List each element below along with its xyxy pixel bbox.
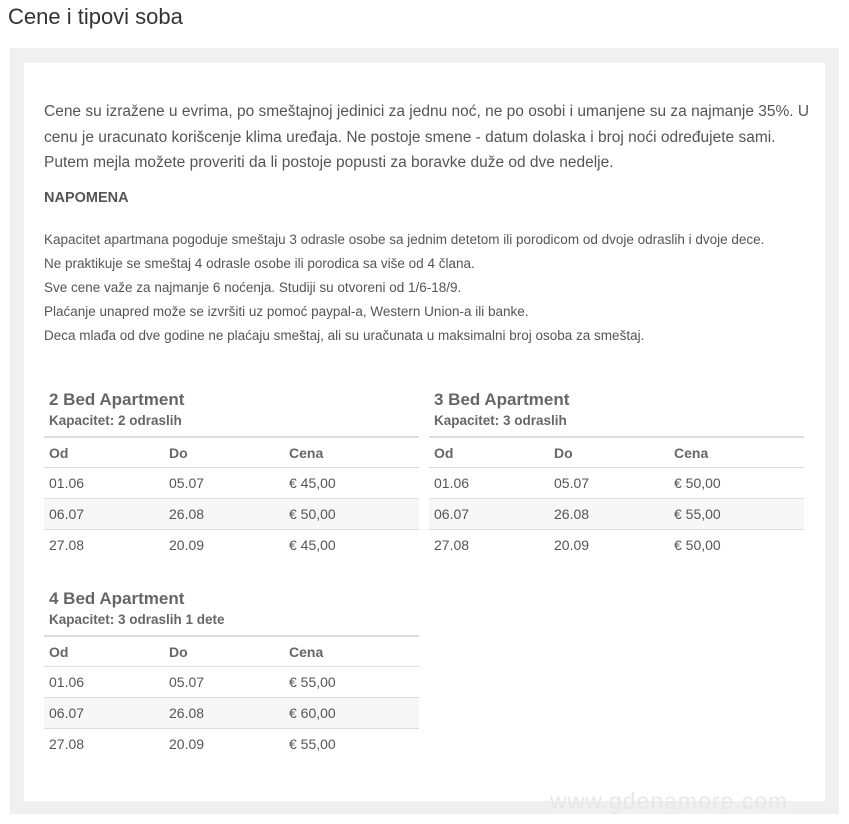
cell-from: 27.08 — [49, 537, 85, 553]
apartment-4bed — [44, 588, 419, 759]
page-title: Cene i tipovi soba — [8, 4, 183, 29]
table-row — [44, 667, 419, 698]
cell-price: € 45,00 — [284, 468, 419, 499]
column-header-to: Do — [549, 437, 669, 468]
apartment-2bed — [44, 389, 419, 560]
cell-price: € 60,00 — [284, 698, 419, 729]
cell-price: € 50,00 — [674, 537, 721, 553]
watermark: www.gdenamore.com — [550, 788, 789, 814]
cell-to: 05.07 — [549, 468, 669, 499]
column-header-to: Do — [164, 636, 284, 667]
apartment-title: 2 Bed Apartment — [49, 390, 185, 409]
apartment-capacity: Kapacitet: 3 odraslih 1 dete — [49, 612, 225, 627]
cell-to: 05.07 — [164, 667, 284, 698]
price-table — [44, 436, 419, 560]
note-line: Plaćanje unapred može se izvršiti uz pomoć paypal-a, Western Union-a ili banke. — [44, 304, 529, 319]
apartment-title: 4 Bed Apartment — [49, 589, 185, 608]
cell-from: 06.07 — [429, 499, 549, 530]
cell-to: 05.07 — [164, 468, 284, 499]
table-row — [429, 499, 804, 530]
cell-price: € 50,00 — [669, 468, 804, 499]
cell-price: € 50,00 — [284, 499, 419, 530]
note-line: Ne praktikuje se smeštaj 4 odrasle osobe ili porodica sa više od 4 člana. — [44, 256, 475, 271]
cell-price: € 55,00 — [284, 667, 419, 698]
cell-from: 01.06 — [44, 667, 164, 698]
column-header-from: Od — [44, 636, 164, 667]
column-header-price: Cena — [284, 437, 419, 468]
price-table — [44, 635, 419, 759]
table-header-row — [429, 437, 804, 468]
column-header-to: Do — [164, 437, 284, 468]
table-row — [429, 468, 804, 499]
cell-to: 20.09 — [169, 736, 205, 752]
apartment-title: 3 Bed Apartment — [434, 390, 570, 409]
note-line: Sve cene važe za najmanje 6 noćenja. Studiji su otvoreni od 1/6-18/9. — [44, 280, 462, 295]
cell-from: 06.07 — [44, 698, 164, 729]
intro-text: Cene su izražene u evrima, po smeštajnoj jedinici za jednu noć, ne po osobi i umanjene su za najmanje 35%. U cenu je uracunato korišcenje klima uređaja. Ne postoje smene - datum dolaska i broj noći određujete sami. Putem mejla možete proveriti da li postoje popusti za boravke duže od dve nedelje. — [44, 103, 810, 171]
apartment-capacity: Kapacitet: 2 odraslih — [49, 413, 182, 428]
cell-from: 27.08 — [434, 537, 470, 553]
table-row — [44, 698, 419, 729]
note-line: Kapacitet apartmana pogoduje smeštaju 3 odrasle osobe sa jednim detetom ili porodicom od dvoje odraslih i dvoje dece. — [44, 232, 765, 247]
cell-price: € 45,00 — [289, 537, 336, 553]
table-header-row — [44, 636, 419, 667]
cell-from: 01.06 — [429, 468, 549, 499]
notes-list — [44, 228, 824, 348]
table-row — [44, 468, 419, 499]
apartment-3bed — [429, 389, 804, 560]
table-header-row — [44, 437, 419, 468]
cell-from: 06.07 — [44, 499, 164, 530]
note-line: Deca mlađa od dve godine ne plaćaju smeštaj, ali su uračunata u maksimalni broj osoba za smeštaj. — [44, 328, 645, 343]
table-row — [44, 729, 419, 760]
cell-from: 01.06 — [44, 468, 164, 499]
cell-to: 26.08 — [164, 698, 284, 729]
cell-to: 20.09 — [169, 537, 205, 553]
column-header-price: Cena — [669, 437, 804, 468]
column-header-price: Cena — [284, 636, 419, 667]
table-row — [429, 530, 804, 561]
column-header-from: Od — [44, 437, 164, 468]
cell-price: € 55,00 — [669, 499, 804, 530]
column-header-from: Od — [429, 437, 549, 468]
cell-price: € 55,00 — [289, 736, 336, 752]
cell-to: 20.09 — [554, 537, 590, 553]
price-table — [429, 436, 804, 560]
cell-to: 26.08 — [164, 499, 284, 530]
cell-from: 27.08 — [49, 736, 85, 752]
apartment-capacity: Kapacitet: 3 odraslih — [434, 413, 567, 428]
notes-heading: NAPOMENA — [44, 190, 129, 206]
table-row — [44, 530, 419, 561]
cell-to: 26.08 — [549, 499, 669, 530]
table-row — [44, 499, 419, 530]
